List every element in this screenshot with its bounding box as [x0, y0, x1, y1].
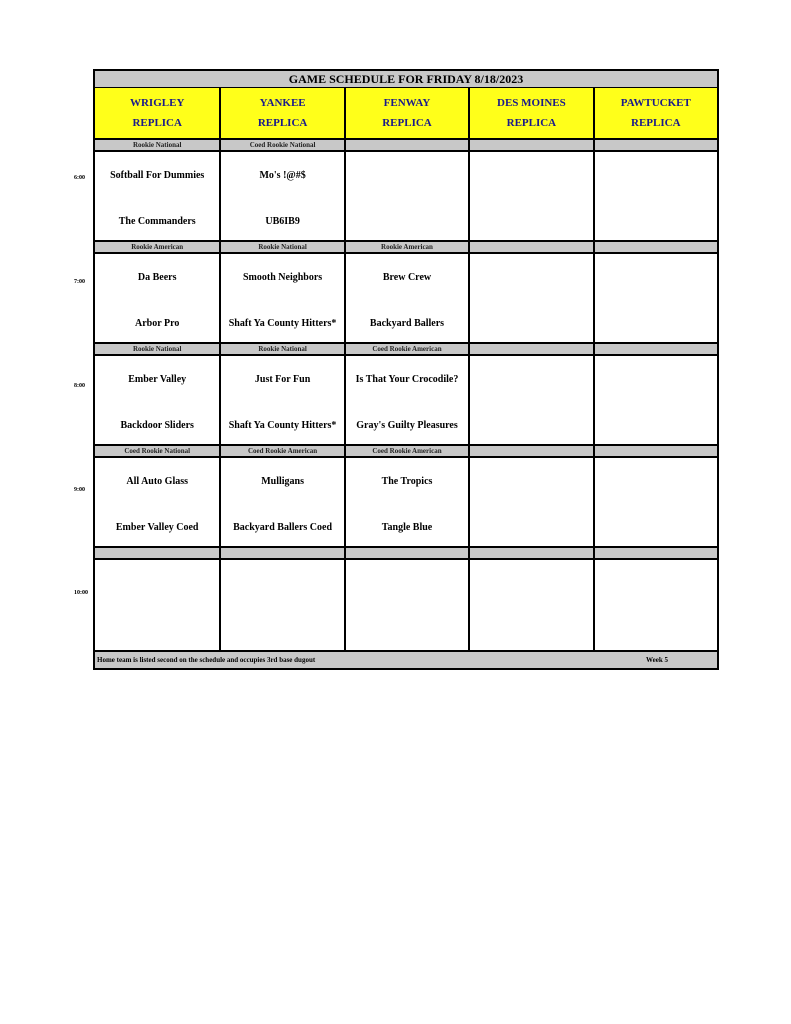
away-team: Softball For Dummies: [110, 170, 205, 181]
game-cell: [344, 254, 468, 344]
away-team: The Tropics: [381, 476, 433, 487]
schedule-title: GAME SCHEDULE FOR FRIDAY 8/18/2023: [93, 69, 719, 88]
division-label: Rookie National: [219, 242, 343, 254]
field-name: FENWAY: [383, 97, 431, 109]
time-slot-label: 7:00: [74, 279, 85, 285]
game-cell: [468, 152, 592, 242]
division-label: [593, 242, 717, 254]
game-cell: [344, 458, 468, 548]
game-cell: [95, 458, 219, 548]
field-header-fenway: [344, 88, 468, 140]
division-label: [593, 446, 717, 458]
division-label: [468, 242, 592, 254]
division-label: Rookie National: [219, 344, 343, 356]
game-cell: [219, 560, 343, 652]
home-team: Ember Valley Coed: [115, 522, 199, 533]
division-label: Coed Rookie American: [344, 446, 468, 458]
away-team: Mo's !@#$: [259, 170, 306, 181]
game-cell: [468, 356, 592, 446]
field-sub: REPLICA: [382, 117, 432, 129]
division-label: [468, 344, 592, 356]
game-cell: [95, 254, 219, 344]
division-label: [344, 548, 468, 560]
division-label: [344, 140, 468, 152]
division-label: [593, 548, 717, 560]
away-team: Is That Your Crocodile?: [355, 374, 459, 385]
field-name: WRIGLEY: [129, 97, 185, 109]
division-label: Rookie National: [95, 140, 219, 152]
time-slot-label: 8:00: [74, 383, 85, 389]
away-team: Smooth Neighbors: [243, 272, 323, 283]
division-label: Rookie National: [95, 344, 219, 356]
field-header-pawtucket: [593, 88, 717, 140]
game-cell: [95, 152, 219, 242]
schedule-grid: [93, 88, 719, 652]
division-label: [468, 548, 592, 560]
division-label: Rookie American: [344, 242, 468, 254]
game-cell: [344, 560, 468, 652]
field-sub: REPLICA: [506, 117, 557, 129]
field-name: DES MOINES: [497, 97, 566, 109]
game-cell: [593, 560, 717, 652]
division-label: Rookie American: [95, 242, 219, 254]
schedule-footer: [93, 652, 719, 670]
division-label: Coed Rookie National: [219, 140, 343, 152]
division-label: Coed Rookie American: [344, 344, 468, 356]
game-cell: [219, 458, 343, 548]
game-cell: [593, 356, 717, 446]
field-sub: REPLICA: [257, 117, 308, 129]
field-sub: REPLICA: [132, 117, 182, 129]
division-label: [219, 548, 343, 560]
field-name: YANKEE: [259, 97, 306, 109]
home-team: The Commanders: [118, 216, 196, 227]
game-cell: [95, 560, 219, 652]
game-cell: [593, 152, 717, 242]
time-slot-label: 9:00: [74, 487, 85, 493]
home-team: Shaft Ya County Hitters*: [228, 420, 337, 431]
home-team: Backdoor Sliders: [120, 420, 194, 431]
division-label: Coed Rookie National: [95, 446, 219, 458]
division-label: [593, 344, 717, 356]
division-label: [95, 548, 219, 560]
home-team: UB6IB9: [265, 216, 300, 227]
game-cell: [219, 152, 343, 242]
home-team: Backyard Ballers Coed: [233, 522, 333, 533]
home-team: Backyard Ballers: [369, 318, 445, 329]
home-team: Gray's Guilty Pleasures: [356, 420, 458, 431]
game-cell: [593, 254, 717, 344]
division-label: Coed Rookie American: [219, 446, 343, 458]
game-cell: [593, 458, 717, 548]
game-cell: [468, 458, 592, 548]
away-team: Ember Valley: [128, 374, 187, 385]
field-name: PAWTUCKET: [620, 97, 691, 109]
home-team: Tangle Blue: [381, 522, 433, 533]
field-header-wrigley: [95, 88, 219, 140]
game-cell: [344, 152, 468, 242]
time-slot-label: 10:00: [74, 590, 88, 596]
game-cell: [468, 560, 592, 652]
away-team: Mulligans: [261, 476, 304, 487]
home-team: Arbor Pro: [135, 318, 180, 329]
game-cell: [468, 254, 592, 344]
schedule-sheet: [93, 69, 719, 670]
week-label: Week 5: [646, 656, 668, 664]
footer-note: Home team is listed second on the schedule and occupies 3rd base dugout: [97, 656, 316, 664]
field-sub: REPLICA: [631, 117, 681, 129]
time-slot-label: 6:00: [74, 175, 85, 181]
field-header-des-moines: [468, 88, 592, 140]
division-label: [593, 140, 717, 152]
game-cell: [344, 356, 468, 446]
field-header-yankee: [219, 88, 343, 140]
away-team: Da Beers: [137, 272, 177, 283]
away-team: Brew Crew: [382, 272, 432, 283]
game-cell: [219, 254, 343, 344]
game-cell: [95, 356, 219, 446]
division-label: [468, 140, 592, 152]
game-cell: [219, 356, 343, 446]
away-team: Just For Fun: [254, 374, 311, 385]
home-team: Shaft Ya County Hitters*: [228, 318, 337, 329]
away-team: All Auto Glass: [126, 476, 189, 487]
division-label: [468, 446, 592, 458]
